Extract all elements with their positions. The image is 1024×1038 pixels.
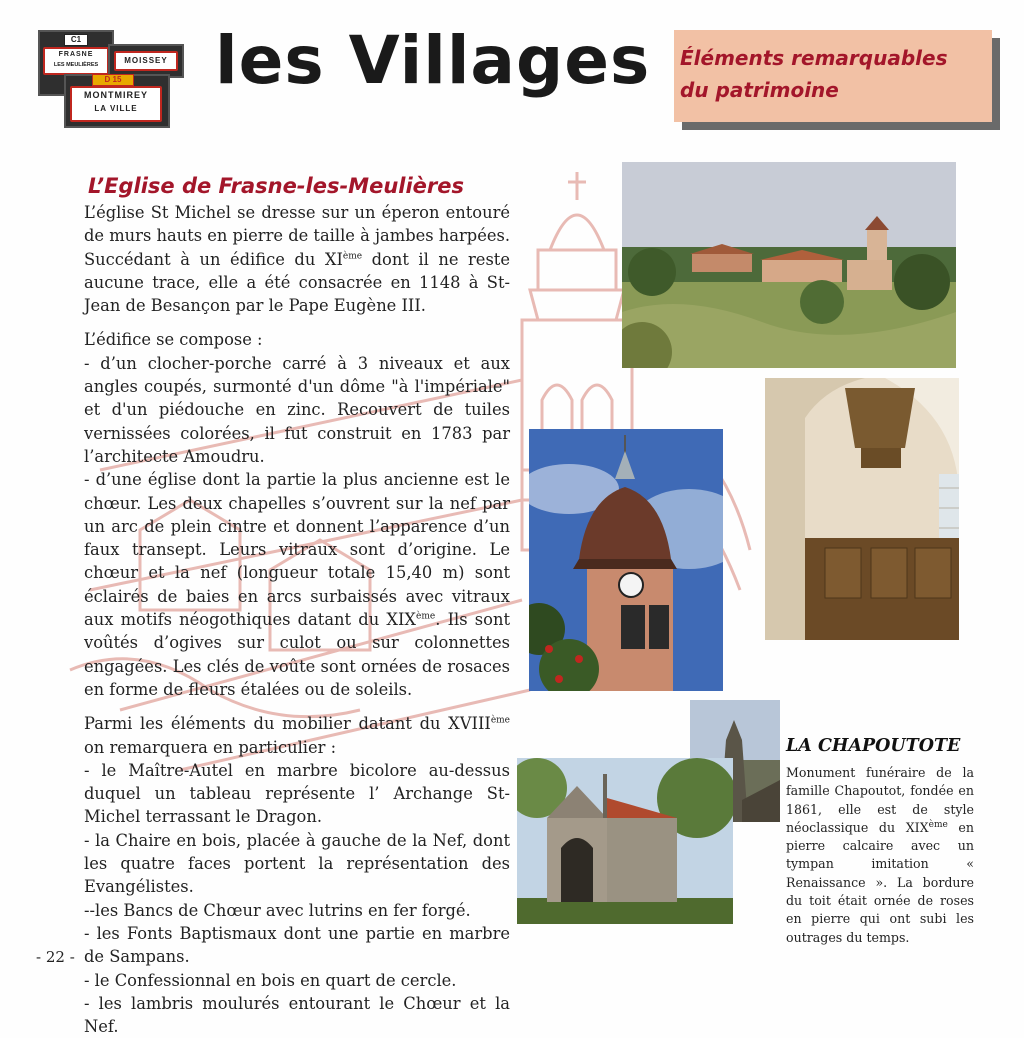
page-number: - 22 - — [36, 948, 75, 966]
banner-line-2: du patrimoine — [680, 78, 839, 102]
church-text-a: - d’une église dont la partie la plus ancienne est le chœur. Les deux chapelles s’ouvrent sur la nef par un arc de plein cintre et donnent l’apparence d’un faux transept. Leurs vitraux sont d’origine. Le chœur et la nef (longueur totale 15,40 m) sont éclairés de baies en arcs surbaissés avec vitraux aux motifs néogothiques datant du XIX — [84, 470, 510, 630]
church-sup: ème — [416, 611, 436, 622]
furniture-item: --les Bancs de Chœur avec lutrins en fer forgé. — [84, 900, 471, 920]
furniture-item: - le Confessionnal en bois en quart de cercle. — [84, 970, 457, 990]
sign-plate-montmirey — [70, 86, 162, 122]
village-landscape-photo — [622, 162, 956, 368]
paragraph-history — [84, 201, 510, 317]
furniture-intro-sup: ème — [490, 715, 510, 726]
road-sign-montmirey — [64, 74, 170, 128]
sign-text-la-ville: LA VILLE — [94, 104, 138, 113]
chapoutote-text-a: Monument funéraire de la famille Chapoutot, fondée en 1861, elle est de style néoclassique du XIX — [786, 765, 974, 835]
composition-item-church — [84, 468, 510, 701]
furniture-item: - les Fonts Baptismaux dont une partie en marbre de Sampans. — [84, 923, 510, 967]
sign-text-frasne: FRASNE — [58, 51, 94, 58]
furniture-intro-b: on remarquera en particulier : — [84, 737, 337, 757]
heritage-banner — [674, 30, 992, 122]
chapoutote-sup: ème — [928, 819, 948, 830]
sign-text-montmirey: MONTMIREY — [84, 90, 148, 100]
chapoutote-monument-photo — [517, 758, 733, 924]
furniture-intro-a: Parmi les éléments du mobilier datant du XVIII — [84, 714, 491, 734]
bell-tower-photo — [529, 429, 723, 691]
church-text-b: . Ils sont voûtés d’ogives sur culot ou sur colonnettes engagées. Les clés de voûte sont ornées de rosaces en forme de fleurs étalées ou de soleils. — [84, 610, 510, 699]
furniture-item: - la Chaire en bois, placée à gauche de la Nef, dont les quatre faces portent la représentation des Evangélistes. — [84, 830, 510, 897]
chapoutote-text-b: en pierre calcaire avec un tympan imitation « Renaissance ». La bordure du toit était ornée de roses en pierre qui ont subi les outrages du temps. — [786, 819, 974, 945]
chapoutote-description — [786, 764, 974, 947]
history-text-a: L’église St Michel se dresse sur un éperon entouré de murs hauts en pierre de taille à jambes harpées. Succédant à un édifice du XI — [84, 203, 510, 269]
page-title: les Villages — [215, 22, 651, 99]
furniture-item: - le Maître-Autel en marbre bicolore au-dessus duquel un tableau représente l’ Archange St-Michel terrassant le Dragon. — [84, 760, 510, 827]
history-text-b: dont il ne reste aucune trace, elle a été consacrée en 1148 à St-Jean de Besançon par le Pape Eugène III. — [84, 249, 510, 316]
sign-text-meulieres: LES MEULIÈRES — [53, 62, 99, 68]
paragraph-composition-intro: L’édifice se compose : — [84, 330, 263, 350]
furniture-item: - les lambris moulurés entourant le Chœur et la Nef. — [84, 993, 510, 1037]
road-sign-moissey — [108, 44, 184, 78]
church-section-title: L’Eglise de Frasne-les-Meulières — [88, 174, 465, 198]
church-pulpit-photo — [765, 378, 959, 640]
sign-plate-frasne — [43, 47, 109, 75]
paragraph-furniture-intro — [84, 712, 510, 759]
history-sup: ème — [342, 251, 363, 262]
church-description — [84, 201, 510, 1038]
chapoutote-title: LA CHAPOUTOTE — [786, 736, 961, 756]
banner-line-1: Éléments remarquables — [680, 46, 948, 70]
composition-item-bell-tower: - d’un clocher-porche carré à 3 niveaux et aux angles coupés, surmonté d'un dôme "à l'impériale" et d'un piédouche en zinc. Recouvert de tuiles vernissées colorées, il fut construit en 1783 par l’architecte Amoudru. — [84, 353, 510, 466]
road-number-c1: C1 — [64, 34, 88, 46]
road-number-d15: D 15 — [92, 74, 134, 86]
sign-plate-moissey: MOISSEY — [114, 51, 178, 71]
